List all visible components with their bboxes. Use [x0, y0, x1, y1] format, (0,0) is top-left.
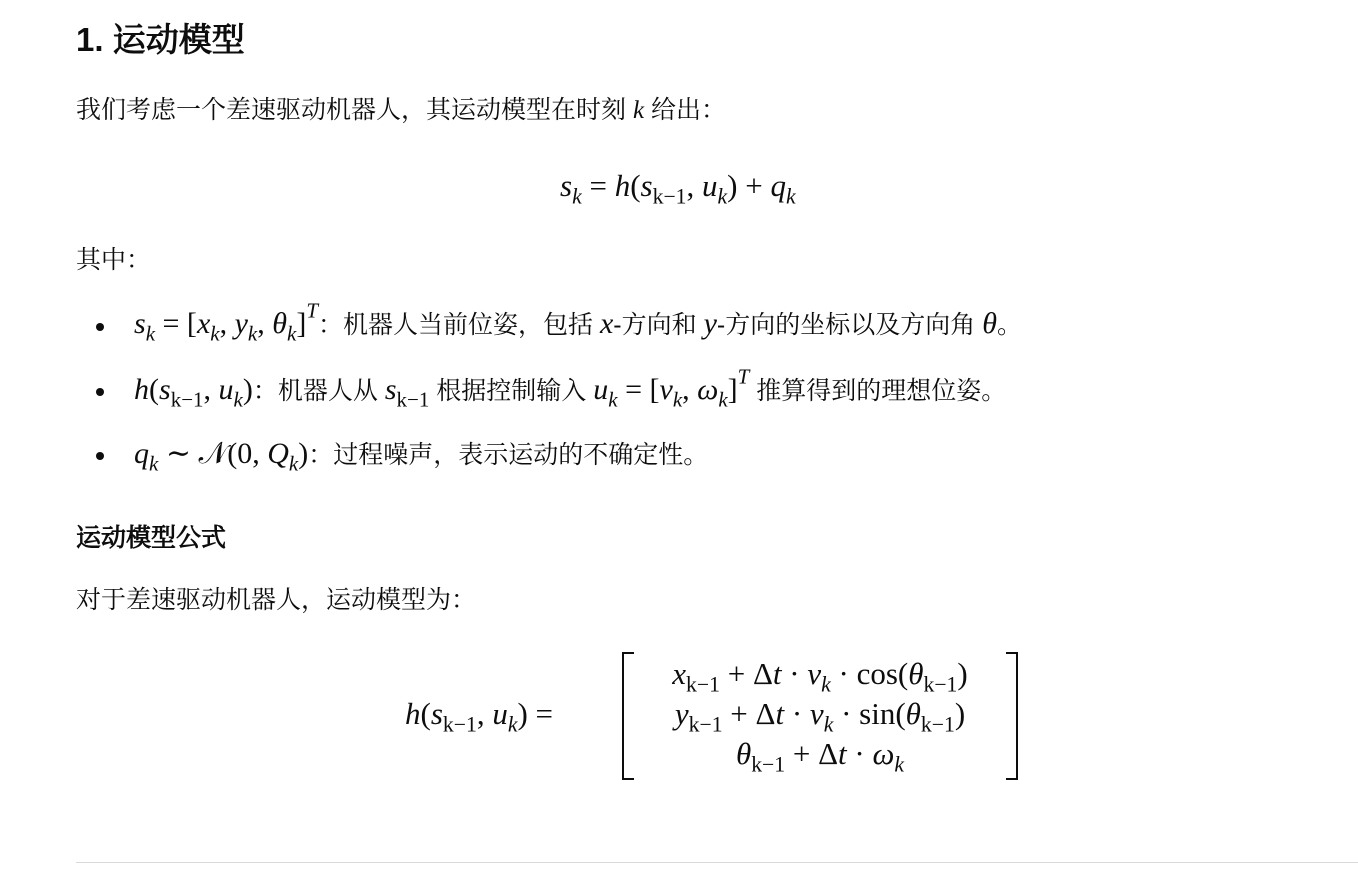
math-subscript: k [718, 387, 728, 412]
math-paren: (0, [227, 437, 268, 470]
eq-subscript: k−1 [652, 184, 687, 209]
math-symbol: x [196, 307, 211, 340]
math-subscript: k−1 [686, 672, 720, 697]
math-operator: + Δ [719, 656, 773, 691]
eq-subscript: k [785, 184, 796, 209]
math-symbol: ω [697, 373, 719, 406]
math-symbol: h [405, 696, 421, 731]
math-subscript: k [233, 387, 243, 412]
matrix-row-theta [636, 734, 1004, 777]
eq-paren: ( [630, 168, 641, 203]
math-symbol: y [234, 307, 248, 340]
right-bracket [1006, 652, 1018, 780]
motion-function-math [134, 373, 253, 412]
math-subscript: k [145, 321, 156, 346]
eq-symbol: q [770, 168, 786, 203]
math-symbol: y [674, 696, 689, 731]
math-superscript: T [306, 298, 319, 323]
math-symbol: s [384, 373, 397, 406]
item-text: ：机器人当前位姿，包括 [318, 311, 600, 339]
intro-text: 我们考虑一个差速驱动机器人，其运动模型在时刻 [76, 96, 633, 124]
math-bracket: ] [727, 373, 738, 406]
prev-state-math [384, 373, 430, 412]
math-symbol: θ [908, 656, 924, 691]
math-symbol: s [430, 696, 443, 731]
section-divider [76, 862, 1358, 863]
math-subscript: k [608, 387, 618, 412]
list-item [134, 364, 1007, 412]
math-superscript: T [737, 364, 750, 389]
math-comma: , [203, 373, 219, 406]
math-subscript: k [823, 712, 834, 737]
noise-math [134, 437, 309, 476]
math-comma: , [682, 373, 698, 406]
math-symbol: h [134, 373, 149, 406]
math-symbol: θ [735, 736, 752, 771]
math-operator: · [846, 736, 873, 771]
math-subscript: k [894, 752, 905, 777]
math-symbol: u [593, 373, 609, 406]
math-subscript: k [288, 451, 299, 476]
math-operator: · [781, 656, 808, 691]
math-function: · cos( [830, 656, 909, 691]
y-variable: y [703, 307, 717, 340]
eq-symbol: s [560, 168, 573, 203]
math-symbol: θ [272, 307, 287, 340]
theta-variable: θ [982, 307, 997, 340]
math-subscript: k−1 [920, 712, 955, 737]
math-symbol: v [809, 696, 824, 731]
math-symbol: v [659, 373, 673, 406]
math-symbol: s [134, 307, 146, 340]
math-comma: , [219, 307, 235, 340]
math-operator: = [ [155, 307, 197, 340]
math-subscript: k [507, 712, 518, 737]
bullet-dot [96, 323, 104, 331]
math-subscript: k [149, 451, 159, 476]
math-operator: · [784, 696, 810, 731]
math-paren: ) [517, 696, 528, 731]
math-operator: = [ [617, 373, 660, 406]
item-text: 根据控制输入 [429, 377, 594, 405]
section-heading: 1. 运动模型 [76, 21, 245, 58]
intro-text-end: 给出： [644, 96, 727, 124]
math-subscript: k−1 [751, 752, 786, 777]
math-comma: , [257, 307, 273, 340]
math-operator: + Δ [722, 696, 776, 731]
math-comma: , [476, 696, 493, 731]
eq-operator: + [737, 168, 771, 203]
list-item [134, 298, 1022, 346]
math-operator: = [527, 696, 554, 731]
math-subscript: k−1 [396, 387, 430, 412]
eq-symbol: h [614, 168, 631, 203]
time-variable: k [632, 97, 645, 124]
math-subscript: k−1 [923, 672, 958, 697]
intro-paragraph [76, 92, 726, 129]
item-text: 。 [996, 311, 1022, 339]
math-subscript: k [672, 387, 683, 412]
control-input-math [593, 364, 750, 412]
math-operator: + Δ [785, 736, 839, 771]
matrix-row-y [636, 694, 1004, 737]
math-symbol: t [772, 656, 782, 691]
item-text: -方向和 [613, 311, 704, 339]
math-paren: ) [242, 373, 253, 406]
pose-vector-math [134, 298, 319, 346]
math-symbol: u [218, 373, 234, 406]
math-subscript: k [210, 321, 220, 346]
bullet-dot [96, 388, 104, 396]
math-bracket: ] [296, 307, 307, 340]
x-variable: x [599, 307, 614, 340]
where-label: 其中： [76, 246, 152, 274]
state-transition-matrix [622, 652, 1018, 778]
item-text: 推算得到的理想位姿。 [749, 377, 1007, 405]
math-symbol: Q [267, 437, 289, 470]
eq-comma: , [686, 168, 703, 203]
item-text: ：机器人从 [252, 377, 385, 405]
math-symbol: q [134, 437, 149, 470]
math-paren: ) [957, 656, 968, 691]
eq-subscript: k [572, 184, 582, 209]
left-bracket [622, 652, 634, 780]
math-operator: ∼ [158, 437, 199, 470]
bullet-dot [96, 452, 104, 460]
math-symbol: s [159, 373, 171, 406]
eq-subscript: k [717, 184, 728, 209]
math-subscript: k [821, 672, 831, 697]
math-symbol: t [838, 736, 847, 771]
matrix-row-x [636, 654, 1004, 697]
eq-paren: ) [727, 168, 738, 203]
eq-symbol: s [640, 168, 653, 203]
math-subscript: k−1 [442, 712, 477, 737]
math-symbol: θ [905, 696, 921, 731]
eq-symbol: u [702, 168, 718, 203]
math-paren: ( [149, 373, 159, 406]
math-symbol: v [807, 656, 822, 691]
math-subscript: k [287, 321, 297, 346]
math-paren: ) [954, 696, 966, 731]
math-subscript: k−1 [170, 387, 204, 412]
list-item [134, 436, 709, 476]
math-subscript: k−1 [688, 712, 723, 737]
motion-equation [560, 166, 796, 209]
subsection-heading: 运动模型公式 [76, 524, 227, 552]
math-function: · sin( [833, 696, 906, 731]
math-paren: ) [298, 437, 309, 470]
math-paren: ( [420, 696, 431, 731]
math-symbol: t [775, 696, 785, 731]
math-symbol: x [672, 656, 687, 691]
math-symbol: u [492, 696, 508, 731]
item-text: ：过程噪声，表示运动的不确定性。 [308, 441, 709, 469]
math-subscript: k [247, 321, 258, 346]
math-symbol: 𝒩 [198, 437, 228, 470]
formula-intro: 对于差速驱动机器人，运动模型为： [76, 586, 477, 614]
matrix-equation-lhs [405, 694, 554, 737]
item-text: -方向的坐标以及方向角 [716, 311, 983, 339]
math-symbol: ω [872, 736, 895, 771]
eq-operator: = [581, 168, 615, 203]
